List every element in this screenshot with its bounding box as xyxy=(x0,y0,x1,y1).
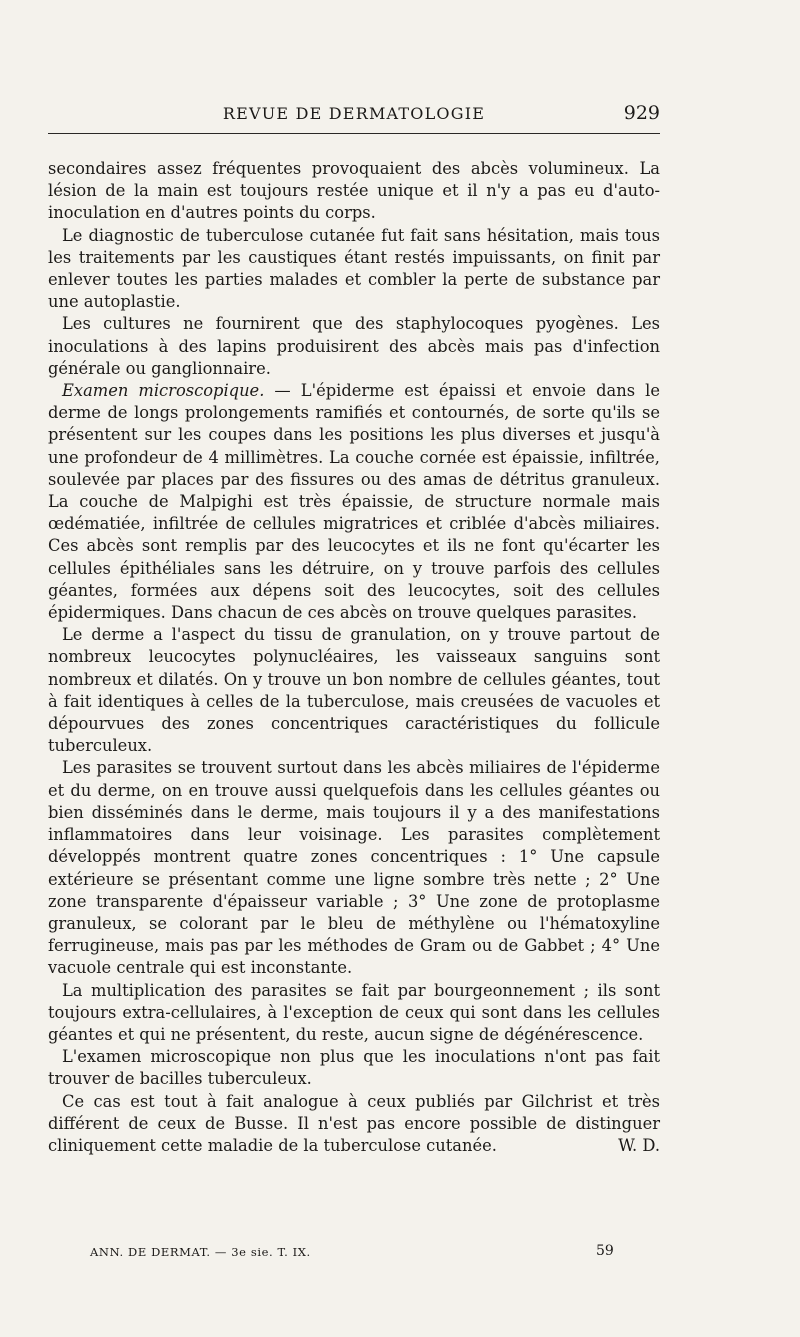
author-signature: W. D. xyxy=(618,1135,660,1155)
paragraph: La multiplication des parasites se fait par bourgeonnement ; ils sont toujours extra-cellulaires, à l'exception de ceux qui sont dans les cellules géantes et qui ne présentent, du reste, aucun signe de dégénérescence. xyxy=(48,980,660,1044)
paragraph-text: — L'épiderme est épaissi et envoie dans le derme de longs prolongements ramifiés et contournés, de sorte qu'ils se présentent sur les coupes dans les positions les plus diverses et jusqu'à une profondeur de 4 millimètres. La couche cornée est épaissie, infiltrée, soulevée par places par des fissures ou des amas de détritus granuleux. La couche de Malpighi est très épaissie, de structure normale mais œdématiée, infiltrée de cellules migratrices et criblée d'abcès miliaires. Ces abcès sont remplis par des leucocytes et ils ne font qu'écarter les cellules épithéliales sans les détruire, on y trouve parfois des cellules géantes, formées aux dépens soit des leucocytes, soit des cellules épidermiques. Dans chacun de ces abcès on trouve quelques parasites. xyxy=(48,381,660,623)
running-title: REVUE DE DERMATOLOGIE xyxy=(222,104,486,123)
section-lead: Examen microscopique. xyxy=(62,381,265,401)
page-number: 929 xyxy=(623,102,660,124)
footer-signature-mark: 59 xyxy=(596,1243,614,1259)
paragraph: Les cultures ne fournirent que des staphylocoques pyogènes. Les inoculations à des lapins produisirent des abcès mais pas d'infection générale ou ganglionnaire. xyxy=(48,314,660,378)
paragraph xyxy=(48,380,660,624)
footer-journal: ANN. DE DERMAT. — 3e sie. T. IX. xyxy=(90,1245,311,1259)
paragraph: secondaires assez fréquentes provoquaient des abcès volumineux. La lésion de la main est toujours restée unique et il n'y a pas eu d'auto-inoculation en d'autres points du corps. xyxy=(48,159,660,223)
paragraph xyxy=(48,1091,660,1158)
paragraph: Le derme a l'aspect du tissu de granulation, on y trouve partout de nombreux leucocytes polynucléaires, les vaisseaux sanguins sont nombreux et dilatés. On y trouve un bon nombre de cellules géantes, tout à fait identiques à celles de la tuberculose, mais creusées de vacuoles et dépourvues des zones concentriques caractéristiques du follicule tuberculeux. xyxy=(48,625,660,756)
paragraph-text: Ce cas est tout à fait analogue à ceux publiés par Gilchrist et très différent de ceux de Busse. Il n'est pas encore possible de distinguer cliniquement cette maladie de la tuberculose cutanée. xyxy=(48,1091,660,1155)
page-header xyxy=(48,104,660,130)
article-body xyxy=(48,158,660,1157)
paragraph: Le diagnostic de tuberculose cutanée fut fait sans hésitation, mais tous les traitements par les caustiques étant restés impuissants, on finit par enlever toutes les parties malades et combler la perte de substance par une autoplastie. xyxy=(48,225,660,312)
header-rule xyxy=(48,133,660,134)
paragraph: Les parasites se trouvent surtout dans les abcès miliaires de l'épiderme et du derme, on en trouve aussi quelquefois dans les cellules géantes ou bien disséminés dans le derme, mais toujours il y a des manifestations inflammatoires dans leur voisinage. Les parasites complètement développés montrent quatre zones concentriques : 1° Une capsule extérieure se présentant comme une ligne sombre très nette ; 2° Une zone transparente d'épaisseur variable ; 3° Une zone de protoplasme granuleux, se colorant par le bleu de méthylène ou l'hématoxyline ferrugineuse, mais pas par les méthodes de Gram ou de Gabbet ; 4° Une vacuole centrale qui est inconstante. xyxy=(48,758,660,978)
paragraph: L'examen microscopique non plus que les inoculations n'ont pas fait trouver de bacilles tuberculeux. xyxy=(48,1047,660,1089)
